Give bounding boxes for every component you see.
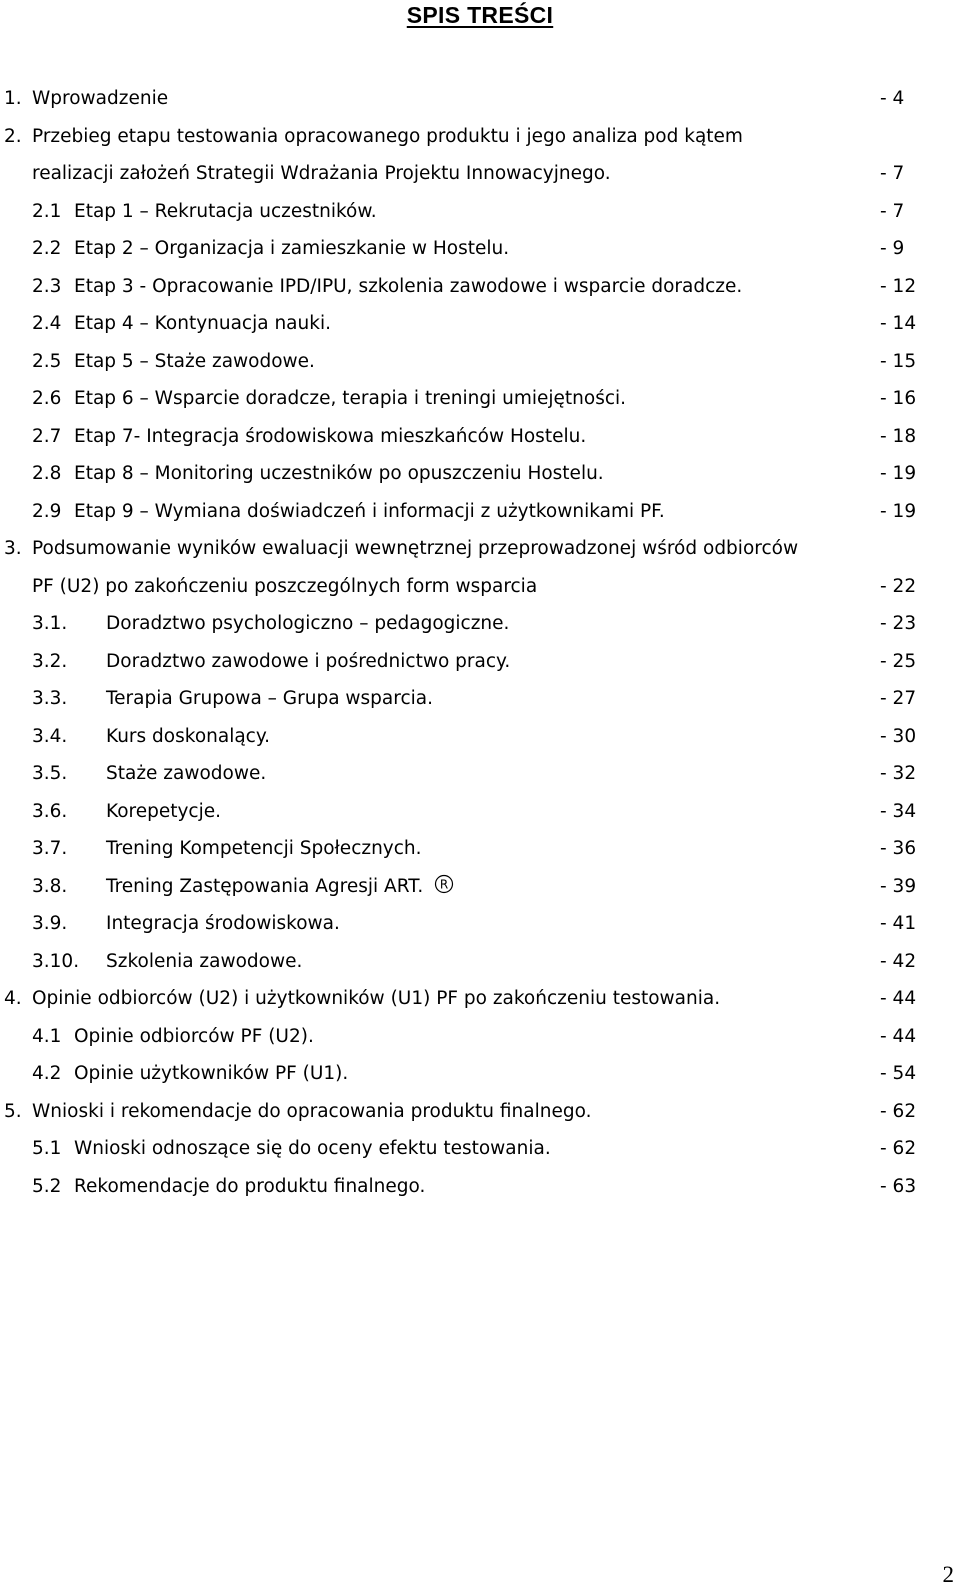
toc-entry-page: - 7 — [880, 163, 905, 184]
toc-entry-page: - 54 — [880, 1063, 917, 1084]
toc-entry-number: 3.2. — [32, 650, 68, 672]
toc-entry-text: Wnioski odnoszące się do oceny efektu testowania. — [74, 1138, 551, 1159]
toc-entry-number: 2.2 — [32, 238, 62, 259]
toc-entry-page: - 42 — [880, 950, 917, 972]
toc-entry[interactable] — [0, 755, 960, 793]
toc-entry-text: Trening Zastępowania Agresji ART. — [106, 875, 424, 897]
toc-entry[interactable] — [0, 1055, 960, 1093]
toc-entry-text: Trening Kompetencji Społecznych. — [106, 838, 422, 859]
toc-title: SPIS TREŚCI — [406, 2, 554, 28]
toc-entry-page: - 34 — [880, 800, 917, 822]
toc-entry[interactable] — [0, 230, 960, 268]
toc-entry[interactable] — [0, 193, 960, 231]
toc-entry[interactable] — [0, 380, 960, 418]
toc-entry-page: - 62 — [880, 1138, 917, 1159]
table-of-contents — [0, 80, 960, 1205]
toc-entry-number: 4.1 — [32, 1025, 62, 1047]
toc-entry[interactable] — [0, 343, 960, 381]
toc-entry-page: - 32 — [880, 763, 917, 784]
toc-entry-continuation[interactable] — [0, 568, 960, 606]
toc-entry-text: PF (U2) po zakończeniu poszczególnych form wsparcia — [32, 575, 538, 597]
toc-entry[interactable] — [0, 1018, 960, 1056]
toc-entry-text: Etap 3 - Opracowanie IPD/IPU, szkolenia zawodowe i wsparcie doradcze. — [74, 275, 743, 297]
registered-icon — [429, 874, 459, 894]
toc-entry-page: - 62 — [880, 1100, 917, 1122]
toc-entry-number: 5. — [4, 1100, 22, 1122]
toc-entry-text: Etap 4 – Kontynuacja nauki. — [74, 313, 331, 334]
toc-entry-page: - 4 — [880, 88, 905, 109]
toc-entry-page: - 39 — [880, 875, 917, 897]
toc-entry-page: - 22 — [880, 575, 917, 597]
toc-entry-number: 4. — [4, 988, 22, 1009]
toc-entry-text: Etap 6 – Wsparcie doradcze, terapia i treningi umiejętności. — [74, 388, 627, 409]
toc-entry-text: Wprowadzenie — [32, 88, 169, 109]
toc-entry-number: 3.10. — [32, 950, 80, 972]
toc-entry[interactable] — [0, 905, 960, 943]
toc-entry-text: Opinie użytkowników PF (U1). — [74, 1063, 349, 1084]
toc-entry-number: 2.8 — [32, 463, 62, 484]
toc-entry-number: 2.3 — [32, 275, 62, 297]
toc-entry[interactable] — [0, 268, 960, 306]
toc-entry-number: 4.2 — [32, 1063, 62, 1084]
toc-entry-text: Etap 2 – Organizacja i zamieszkanie w Hostelu. — [74, 238, 510, 259]
toc-entry-text: Korepetycje. — [106, 800, 222, 822]
toc-entry[interactable] — [0, 1093, 960, 1131]
toc-entry-page: - 27 — [880, 688, 917, 709]
toc-entry-page: - 36 — [880, 838, 917, 859]
toc-entry-number: 3.5. — [32, 763, 68, 784]
toc-entry-page: - 12 — [880, 275, 917, 297]
toc-entry[interactable] — [0, 1130, 960, 1168]
toc-entry-number: 2.9 — [32, 500, 62, 522]
toc-entry[interactable] — [0, 605, 960, 643]
toc-entry[interactable] — [0, 305, 960, 343]
toc-entry-page: - 14 — [880, 313, 917, 334]
toc-entry-text: Opinie odbiorców (U2) i użytkowników (U1) PF po zakończeniu testowania. — [32, 988, 721, 1009]
toc-entry-page: - 19 — [880, 463, 917, 484]
toc-entry[interactable] — [0, 680, 960, 718]
toc-entry-text: Etap 5 – Staże zawodowe. — [74, 350, 315, 372]
toc-entry-text: Szkolenia zawodowe. — [106, 950, 303, 972]
toc-entry-text: Przebieg etapu testowania opracowanego produktu i jego analiza pod kątem — [32, 125, 743, 147]
toc-entry-page: - 44 — [880, 988, 917, 1009]
toc-entry[interactable] — [0, 793, 960, 831]
toc-entry-number: 3.4. — [32, 725, 68, 747]
toc-entry-text: Opinie odbiorców PF (U2). — [74, 1025, 314, 1047]
toc-entry[interactable] — [0, 493, 960, 531]
toc-entry[interactable] — [0, 830, 960, 868]
toc-entry-text: Doradztwo psychologiczno – pedagogiczne. — [106, 613, 510, 634]
toc-entry[interactable] — [0, 118, 960, 156]
toc-entry-text: Etap 7- Integracja środowiskowa mieszkańców Hostelu. — [74, 425, 587, 447]
toc-entry-page: - 16 — [880, 388, 917, 409]
toc-entry-number: 5.1 — [32, 1138, 62, 1159]
toc-entry-text: Terapia Grupowa – Grupa wsparcia. — [106, 688, 433, 709]
toc-entry[interactable] — [0, 980, 960, 1018]
toc-entry[interactable] — [0, 718, 960, 756]
toc-entry-text-with-icon — [106, 868, 459, 906]
toc-entry-text: Wnioski i rekomendacje do opracowania produktu finalnego. — [32, 1100, 592, 1122]
toc-entry-text: Kurs doskonalący. — [106, 725, 271, 747]
toc-entry-number: 2.1 — [32, 200, 62, 222]
toc-entry-page: - 44 — [880, 1025, 917, 1047]
toc-entry[interactable] — [0, 80, 960, 118]
toc-entry-number: 3.9. — [32, 913, 68, 934]
toc-entry[interactable] — [0, 943, 960, 981]
toc-entry-number: 5.2 — [32, 1175, 62, 1197]
toc-entry-text: Podsumowanie wyników ewaluacji wewnętrznej przeprowadzonej wśród odbiorców — [32, 538, 799, 559]
toc-entry-number: 3.8. — [32, 875, 68, 897]
toc-entry-text: Rekomendacje do produktu finalnego. — [74, 1175, 426, 1197]
toc-entry-page: - 63 — [880, 1175, 917, 1197]
toc-entry-number: 3.7. — [32, 838, 68, 859]
toc-entry-page: - 25 — [880, 650, 917, 672]
toc-entry[interactable] — [0, 643, 960, 681]
toc-entry-text: Etap 8 – Monitoring uczestników po opuszczeniu Hostelu. — [74, 463, 604, 484]
toc-entry-text: Etap 1 – Rekrutacja uczestników. — [74, 200, 377, 222]
toc-entry-number: 3.6. — [32, 800, 68, 822]
toc-entry-text: Doradztwo zawodowe i pośrednictwo pracy. — [106, 650, 511, 672]
toc-entry[interactable] — [0, 1168, 960, 1206]
toc-entry-number: 2. — [4, 125, 22, 147]
toc-entry-number: 3. — [4, 538, 22, 559]
toc-entry-text: Etap 9 – Wymiana doświadczeń i informacji z użytkownikami PF. — [74, 500, 665, 522]
toc-entry-page: - 7 — [880, 200, 905, 222]
toc-entry-page: - 15 — [880, 350, 917, 372]
toc-entry-page: - 9 — [880, 238, 905, 259]
toc-entry-text: realizacji założeń Strategii Wdrażania Projektu Innowacyjnego. — [32, 163, 611, 184]
toc-entry-number: 2.7 — [32, 425, 62, 447]
toc-entry-number: 1. — [4, 88, 22, 109]
toc-entry[interactable] — [0, 868, 960, 906]
svg-text:R: R — [440, 877, 449, 891]
toc-entry-page: - 30 — [880, 725, 917, 747]
toc-entry-number: 2.4 — [32, 313, 62, 334]
toc-entry-continuation[interactable] — [0, 155, 960, 193]
toc-entry-number: 2.5 — [32, 350, 62, 372]
page-number: 2 — [942, 1562, 954, 1587]
toc-entry[interactable] — [0, 455, 960, 493]
toc-entry-text: Staże zawodowe. — [106, 763, 267, 784]
toc-entry-number: 3.1. — [32, 613, 68, 634]
toc-entry-page: - 18 — [880, 425, 917, 447]
toc-entry-page: - 23 — [880, 613, 917, 634]
toc-entry-page: - 19 — [880, 500, 917, 522]
toc-entry[interactable] — [0, 418, 960, 456]
toc-entry-text: Integracja środowiskowa. — [106, 913, 340, 934]
toc-entry[interactable] — [0, 530, 960, 568]
toc-entry-number: 2.6 — [32, 388, 62, 409]
toc-entry-number: 3.3. — [32, 688, 68, 709]
toc-entry-page: - 41 — [880, 913, 917, 934]
